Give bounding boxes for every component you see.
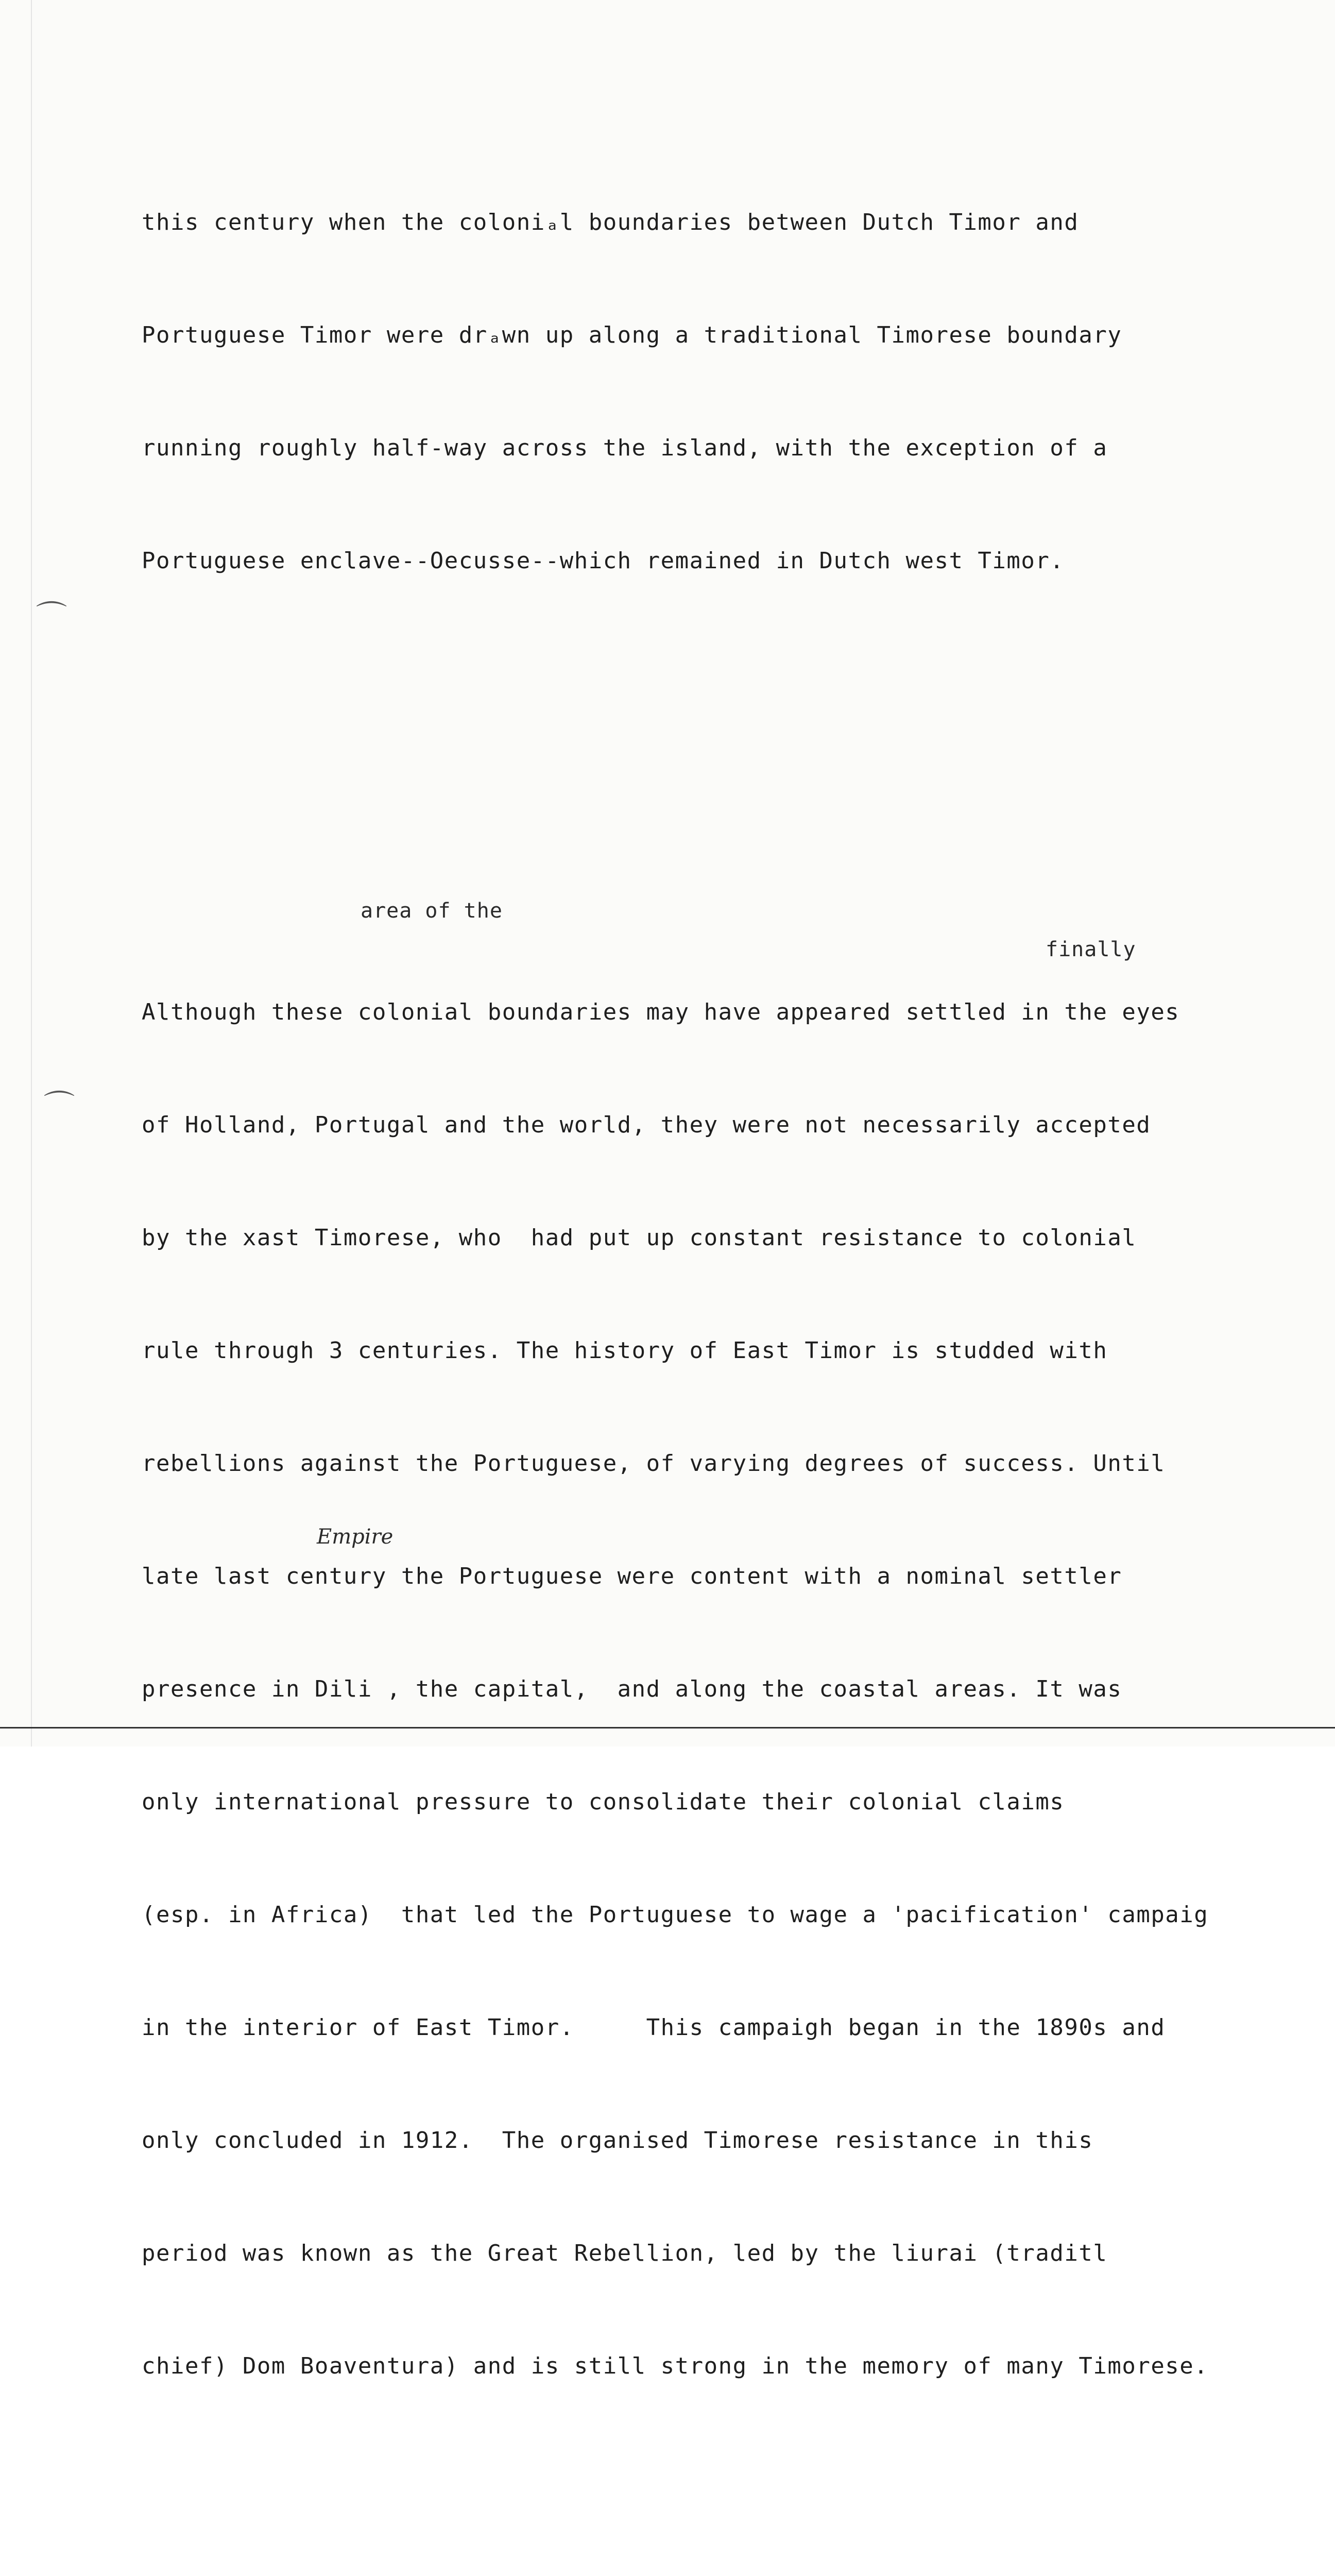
paragraph-1 <box>142 128 1316 655</box>
text-line: only concluded in 1912. The organised Timorese resistance in this <box>142 2127 1093 2154</box>
text-line: rule through 3 centuries. The history of East Timor is studded with <box>142 1337 1108 1364</box>
paragraph-gap <box>142 730 1316 768</box>
text-line: Portuguese Timor were drₐwn up along a traditional Timorese boundary <box>142 322 1122 348</box>
page-edge-shadow <box>31 0 32 1747</box>
text-line: only international pressure to consolidate their colonial claims <box>142 1789 1065 1815</box>
text-line: (esp. in Africa) that led the Portuguese to wage a 'pacification' campaig <box>142 1902 1209 1928</box>
text-line: of Holland, Portugal and the world, they were not necessarily accepted <box>142 1112 1151 1138</box>
text-line: presence in Dili , the capital, and along the coastal areas. It was <box>142 1676 1122 1702</box>
text-line: rebellions against the Portuguese, of varying degrees of success. Until <box>142 1450 1166 1477</box>
text-line: this century when the coloniₐl boundaries between Dutch Timor and <box>142 209 1079 235</box>
text-line: in the interior of East Timor. This campaigh began in the 1890s and <box>142 2014 1166 2041</box>
margin-mark-icon: ⌒ <box>44 1089 75 1125</box>
text-line: Although these colonial boundaries may have appeared settled in the eyes <box>142 999 1180 1025</box>
paragraph-gap <box>142 2535 1316 2573</box>
text-line: chief) Dom Boaventura) and is still strong in the memory of many Timorese. <box>142 2353 1209 2379</box>
page-bottom-rule <box>0 1727 1335 1728</box>
typed-text-body <box>142 15 1316 2576</box>
text-line: late last century the Portuguese were content with a nominal settler <box>142 1563 1122 1589</box>
text-line: Portuguese enclave--Oecusse--which remained in Dutch west Timor. <box>142 548 1065 574</box>
handwritten-correction-empire: Empire <box>317 1525 393 1549</box>
interlinear-insert-area-of-the: area of the <box>361 899 503 923</box>
text-line: period was known as the Great Rebellion, led by the liurai (traditl <box>142 2240 1108 2266</box>
paragraph-2 <box>142 918 1316 2460</box>
text-line: by the xast Timorese, who had put up constant resistance to colonial <box>142 1225 1137 1251</box>
text-line: running roughly half-way across the island, with the exception of a <box>142 435 1108 461</box>
margin-mark-icon: ⌒ <box>36 599 67 635</box>
interlinear-insert-finally: finally <box>1046 938 1136 961</box>
